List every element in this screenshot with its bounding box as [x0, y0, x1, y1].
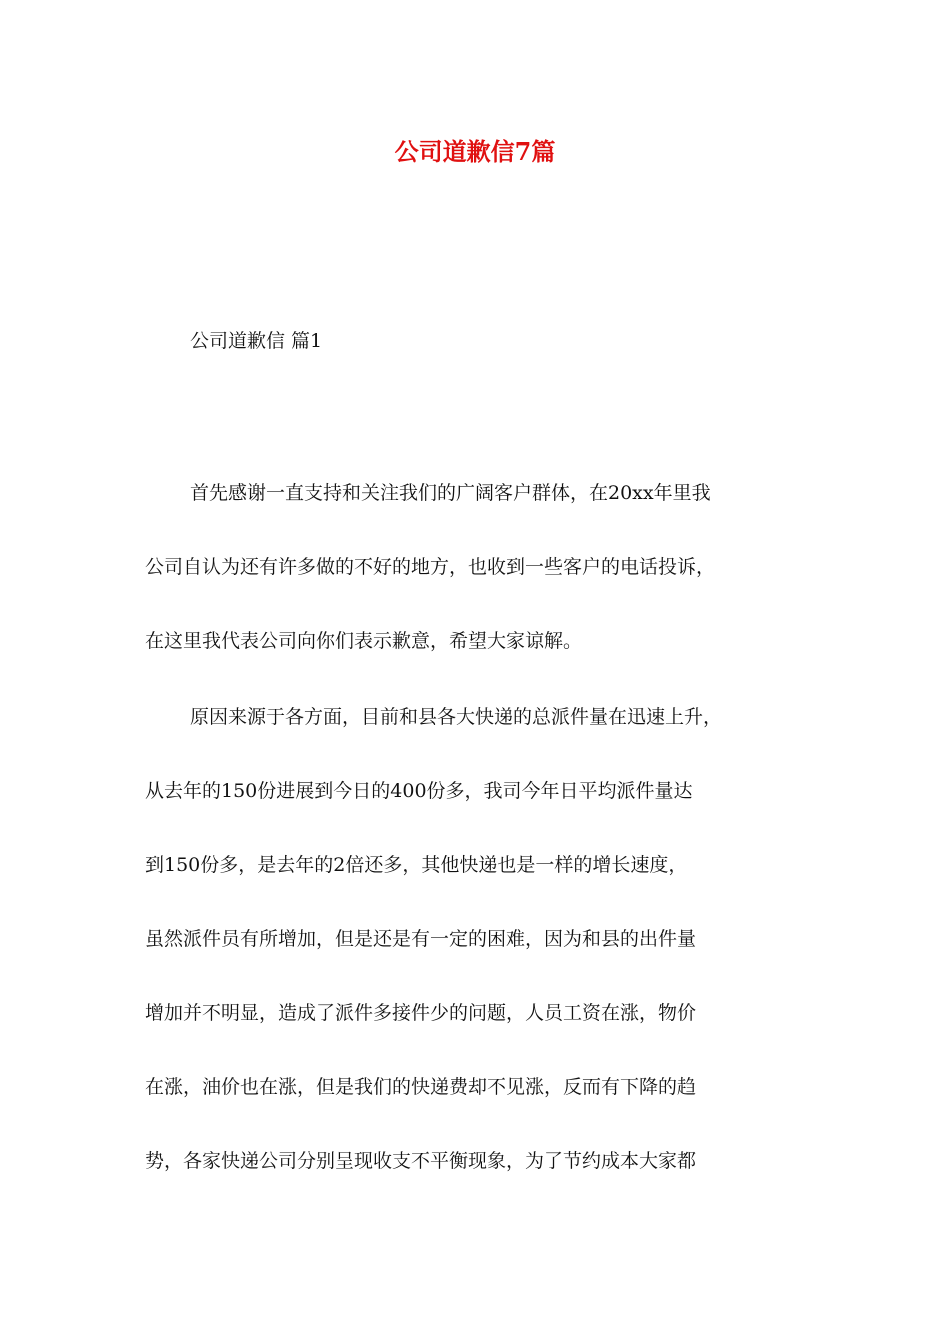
paragraph-line: 虽然派件员有所增加，但是还是有一定的困难，因为和县的出件量 [145, 928, 697, 950]
paragraph-line: 从去年的150份进展到今日的400份多，我司今年日平均派件量达 [145, 780, 693, 802]
section-heading: 公司道歉信 篇1 [190, 330, 323, 352]
paragraph-line: 到150份多，是去年的2倍还多，其他快递也是一样的增长速度， [145, 854, 688, 876]
paragraph-line: 公司自认为还有许多做的不好的地方，也收到一些客户的电话投诉， [145, 556, 716, 578]
paragraph-line: 原因来源于各方面，目前和县各大快递的总派件量在迅速上升， [190, 706, 723, 728]
paragraph-line: 首先感谢一直支持和关注我们的广阔客户群体，在20xx年里我 [190, 482, 711, 504]
paragraph-line: 势，各家快递公司分别呈现收支不平衡现象，为了节约成本大家都 [145, 1150, 697, 1172]
paragraph-line: 增加并不明显，造成了派件多接件少的问题，人员工资在涨，物价 [145, 1002, 697, 1024]
document-title: 公司道歉信7篇 [394, 137, 556, 166]
paragraph-line: 在这里我代表公司向你们表示歉意，希望大家谅解。 [145, 630, 583, 652]
paragraph-line: 在涨，油价也在涨，但是我们的快递费却不见涨，反而有下降的趋 [145, 1076, 697, 1098]
